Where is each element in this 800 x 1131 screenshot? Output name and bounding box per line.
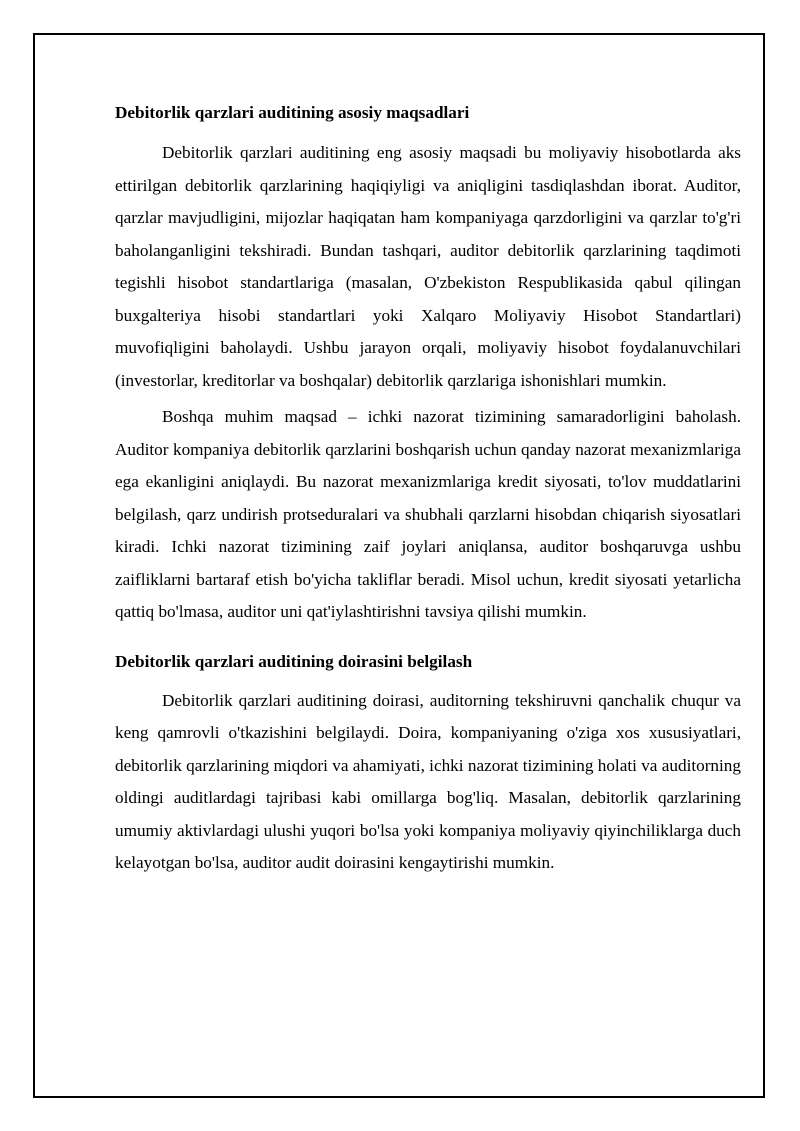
paragraph-internal-control: Boshqa muhim maqsad – ichki nazorat tizimining samaradorligini baholash. Auditor kompaniya debitorlik qarzlarini boshqarish uchun qanday nazorat mexanizmlariga ega ekanligini aniqlaydi. Bu nazorat mexanizmlariga kredit siyosati, to'lov muddatlarini belgilash, qarz undirish protseduralari va shubhali qarzlarni hisobdan chiqarish siyosatlari kiradi. Ichki nazorat tizimining zaif joylari aniqlansa, auditor boshqaruvga ushbu zaifliklarni bartaraf etish bo'yicha takliflar beradi. Misol uchun, kredit siyosati yetarlicha qattiq bo'lmasa, auditor uni qat'iylashtirishni tavsiya qilishi mumkin.	[115, 407, 741, 621]
section-heading-scope: Debitorlik qarzlari auditining doirasini belgilash	[115, 651, 473, 671]
section-heading-objectives: Debitorlik qarzlari auditining asosiy maqsadlari	[115, 103, 470, 122]
paragraph-audit-scope: Debitorlik qarzlari auditining doirasi, auditorning tekshiruvni qanchalik chuqur va keng qamrovli o'tkazishini belgilaydi. Doira, kompaniyaning o'ziga xos xususiyatlari, debitorlik qarzlarining miqdori va ahamiyati, ichki nazorat tizimining holati va auditorning oldingi auditlardagi tajribasi kabi omillarga bog'liq. Masalan, debitorlik qarzlarining umumiy aktivlardagi ulushi yuqori bo'lsa yoki kompaniya moliyaviy qiyinchiliklarga duch kelayotgan bo'lsa, auditor audit doirasini kengaytirishi mumkin.	[115, 690, 741, 872]
paragraph-main-objective: Debitorlik qarzlari auditining eng asosiy maqsadi bu moliyaviy hisobotlarda aks ettirilgan debitorlik qarzlarining haqiqiyligi va aniqligini tasdiqlashdan iborat. Auditor, qarzlar mavjudligini, mijozlar haqiqatan ham kompaniyaga qarzdorligini va qarzlar to'g'ri baholanganligini tekshiradi. Bundan tashqari, auditor debitorlik qarzlarining taqdimoti tegishli hisobot standartlariga (masalan, O'zbekiston Respublikasida qabul qilingan buxgalteriya hisobi standartlari yoki Xalqaro Moliyaviy Hisobot Standartlari) muvofiqligini baholaydi. Ushbu jarayon orqali, moliyaviy hisobot foydalanuvchilari (investorlar, kreditorlar va boshqalar) debitorlik qarzlariga ishonishlari mumkin.	[115, 143, 741, 390]
document-body	[115, 98, 741, 880]
